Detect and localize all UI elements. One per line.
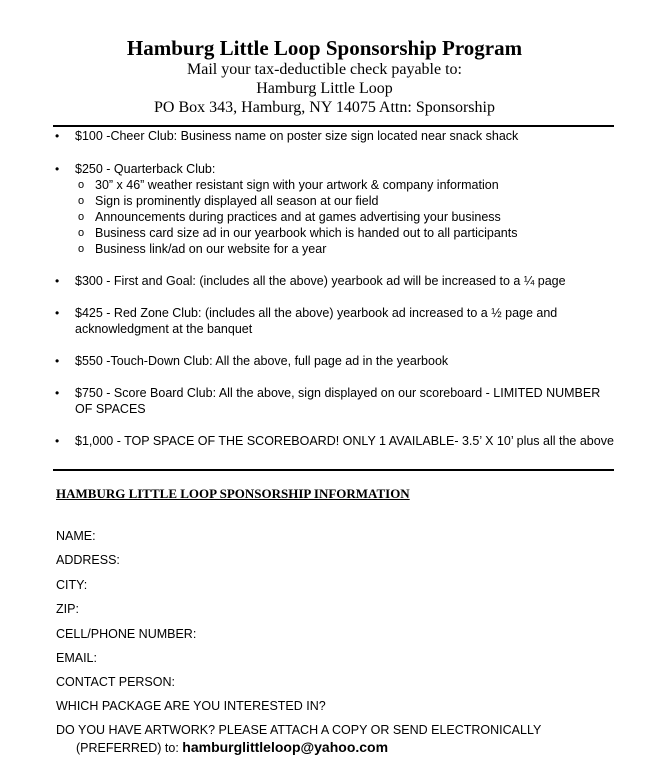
tier-text: $100 -Cheer Club: Business name on poster size sign located near snack shack xyxy=(75,129,519,143)
tier-item xyxy=(55,385,615,417)
circle-bullet-icon: o xyxy=(78,243,85,255)
tier-text: $550 -Touch-Down Club: All the above, full page ad in the yearbook xyxy=(75,354,449,368)
sub-item-text: Sign is prominently displayed all season at our field xyxy=(95,194,379,208)
circle-bullet-icon: o xyxy=(78,211,85,223)
bullet-icon: • xyxy=(55,354,60,368)
sub-list-item xyxy=(75,193,615,209)
bullet-icon: • xyxy=(55,386,60,400)
city-field-label: CITY: xyxy=(56,578,88,592)
bottom-divider xyxy=(53,469,614,471)
contact-person-label: CONTACT PERSON: xyxy=(56,675,175,689)
section-title: HAMBURG LITTLE LOOP SPONSORSHIP INFORMATION xyxy=(56,486,410,501)
tier-text: $750 - Score Board Club: All the above, sign displayed on our scoreboard - LIMITED NUMBER OF SPACES xyxy=(75,386,601,416)
sub-item-text: 30” x 46” weather resistant sign with your artwork & company information xyxy=(95,178,499,192)
mail-instruction: Mail your tax-deductible check payable to: xyxy=(186,61,462,78)
tier-text: $1,000 - TOP SPACE OF THE SCOREBOARD! ONLY 1 AVAILABLE- 3.5’ X 10’ plus all the above xyxy=(75,434,614,448)
bullet-icon: • xyxy=(55,274,60,288)
bullet-icon: • xyxy=(55,162,60,176)
tier-item xyxy=(55,433,615,449)
tier-item xyxy=(55,161,615,257)
bullet-icon: • xyxy=(55,129,60,143)
sub-list-item xyxy=(75,241,615,257)
payee-name: Hamburg Little Loop xyxy=(256,80,393,97)
circle-bullet-icon: o xyxy=(78,179,85,191)
mailing-address: PO Box 343, Hamburg, NY 14075 Attn: Sponsorship xyxy=(154,99,495,116)
sub-item-text: Business card size ad in our yearbook which is handed out to all participants xyxy=(95,226,518,240)
sub-list-item xyxy=(75,225,615,241)
artwork-preferred-text: (PREFERRED) to: xyxy=(76,741,179,755)
zip-field-label: ZIP: xyxy=(56,602,79,616)
top-divider xyxy=(53,125,614,127)
tier-item xyxy=(55,305,615,337)
bullet-icon: • xyxy=(55,306,60,320)
sub-item-text: Business link/ad on our website for a year xyxy=(95,242,327,256)
bullet-icon: • xyxy=(55,434,60,448)
artwork-question: DO YOU HAVE ARTWORK? PLEASE ATTACH A COPY OR SEND ELECTRONICALLY xyxy=(56,723,542,737)
circle-bullet-icon: o xyxy=(78,227,85,239)
tier-text: $250 - Quarterback Club: xyxy=(75,162,216,176)
name-field-label: NAME: xyxy=(56,529,96,543)
package-question: WHICH PACKAGE ARE YOU INTERESTED IN? xyxy=(56,699,326,713)
contact-email-link[interactable]: hamburglittleloop@yahoo.com xyxy=(182,739,389,755)
tier-item xyxy=(55,353,615,369)
address-field-label: ADDRESS: xyxy=(56,553,120,567)
circle-bullet-icon: o xyxy=(78,195,85,207)
page-title: Hamburg Little Loop Sponsorship Program xyxy=(126,36,523,60)
tier-item xyxy=(55,273,615,289)
sub-list-item xyxy=(75,177,615,193)
document-header xyxy=(0,36,649,117)
tier-text: $300 - First and Goal: (includes all the above) yearbook ad will be increased to a ¼ page xyxy=(75,274,566,288)
phone-field-label: CELL/PHONE NUMBER: xyxy=(56,627,197,641)
tier-item xyxy=(55,128,615,144)
artwork-instruction xyxy=(76,739,388,756)
tier-text: $425 - Red Zone Club: (includes all the above) yearbook ad increased to a ½ page and acknowledgment at the banquet xyxy=(75,306,558,336)
email-field-label: EMAIL: xyxy=(56,651,97,665)
sub-item-text: Announcements during practices and at games advertising your business xyxy=(95,210,501,224)
sponsorship-tier-list xyxy=(55,128,615,449)
sub-list-item xyxy=(75,209,615,225)
